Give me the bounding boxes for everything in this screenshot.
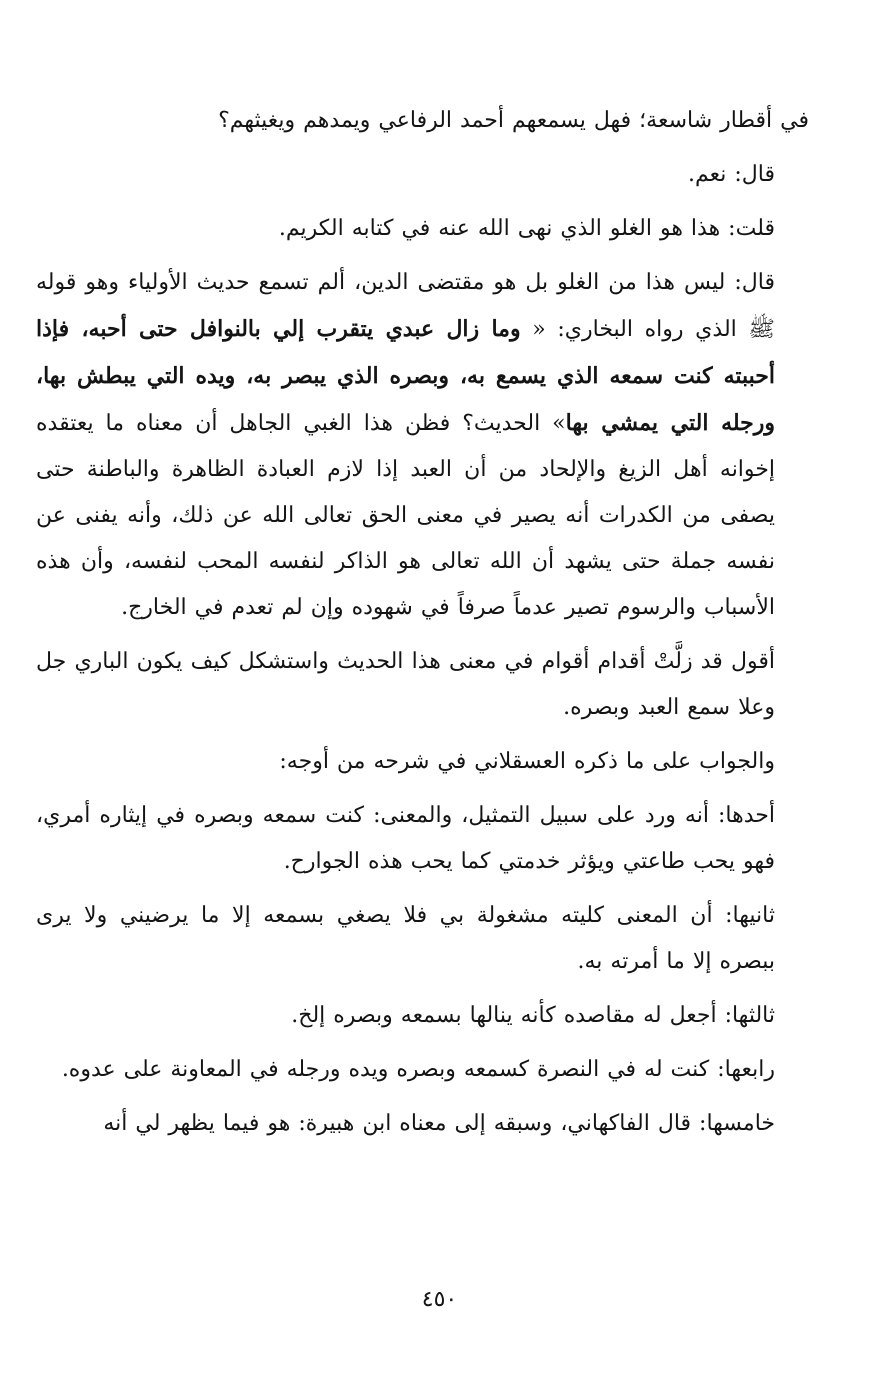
paragraph — [36, 639, 809, 731]
paragraph — [36, 1047, 809, 1093]
page-number: ٤٥٠ — [421, 1287, 458, 1312]
paragraph — [36, 739, 809, 785]
paragraph-text: رابعها: كنت له في النصرة كسمعه وبصره ويده ورجله في المعاونة على عدوه. — [61, 1057, 775, 1082]
paragraph — [36, 260, 809, 631]
paragraph-text: ثالثها: أجعل له مقاصده كأنه ينالها بسمعه وبصره إلخ. — [291, 1003, 775, 1028]
paragraph-text: قال: نعم. — [688, 162, 775, 187]
paragraph-text: قلت: هذا هو الغلو الذي نهى الله عنه في كتابه الكريم. — [278, 216, 775, 241]
paragraph-text: أقول قد زلَّتْ أقدام أقوام في معنى هذا الحديث واستشكل كيف يكون الباري جل وعلا سمع العبد وبصره. — [36, 649, 775, 720]
paragraph-text: قال: ليس هذا من الغلو بل هو مقتضى الدين، ألم تسمع حديث الأولياء وهو قوله ﷺ الذي رواه البخاري: « — [36, 270, 775, 342]
paragraph-text: ثانيها: أن المعنى كليته مشغولة بي فلا يصغي بسمعه إلا ما يرضيني ولا يرى ببصره إلا ما أمرته به. — [36, 903, 775, 974]
paragraph-text: أحدها: أنه ورد على سبيل التمثيل، والمعنى: كنت سمعه وبصره في إيثاره أمري، فهو يحب طاعتي ويؤثر خدمتي كما يحب هذه الجوارح. — [36, 803, 775, 874]
paragraph — [36, 793, 809, 885]
paragraph-text: في أقطار شاسعة؛ فهل يسمعهم أحمد الرفاعي ويمدهم ويغيثهم؟ — [218, 108, 809, 133]
paragraph-text: خامسها: قال الفاكهاني، وسبقه إلى معناه ابن هبيرة: هو فيما يظهر لي أنه — [103, 1111, 775, 1136]
paragraph — [36, 893, 809, 985]
paragraph — [36, 98, 809, 144]
paragraph-text: والجواب على ما ذكره العسقلاني في شرحه من أوجه: — [279, 749, 775, 774]
paragraph-text: » الحديث؟ فظن هذا الغبي الجاهل أن معناه ما يعتقده إخوانه أهل الزيغ والإلحاد من أن العبد إذا لازم العبادة الظاهرة والباطنة حتى يصفى من الكدرات أنه يصير في معنى الحق تعالى الله عن ذلك، وأنه يفنى عن نفسه جملة حتى يشهد أن الله تعالى هو الذاكر لنفسه المحب لنفسه، وأن هذه الأسباب والرسوم تصير عدماً صرفاً في شهوده وإن لم تعدم في الخارج. — [36, 411, 775, 620]
hadith-quote-text: وما زال عبدي يتقرب إلي بالنوافل حتى أحبه، فإذا أحببته كنت سمعه الذي يسمع به، وبصره الذي يبصر به، ويده التي يبطش بها، ورجله التي يمشي بها — [36, 316, 775, 436]
paragraph — [36, 206, 809, 252]
paragraph — [36, 993, 809, 1039]
paragraph — [36, 1101, 809, 1147]
paragraph — [36, 152, 809, 198]
body-text — [36, 98, 809, 1147]
